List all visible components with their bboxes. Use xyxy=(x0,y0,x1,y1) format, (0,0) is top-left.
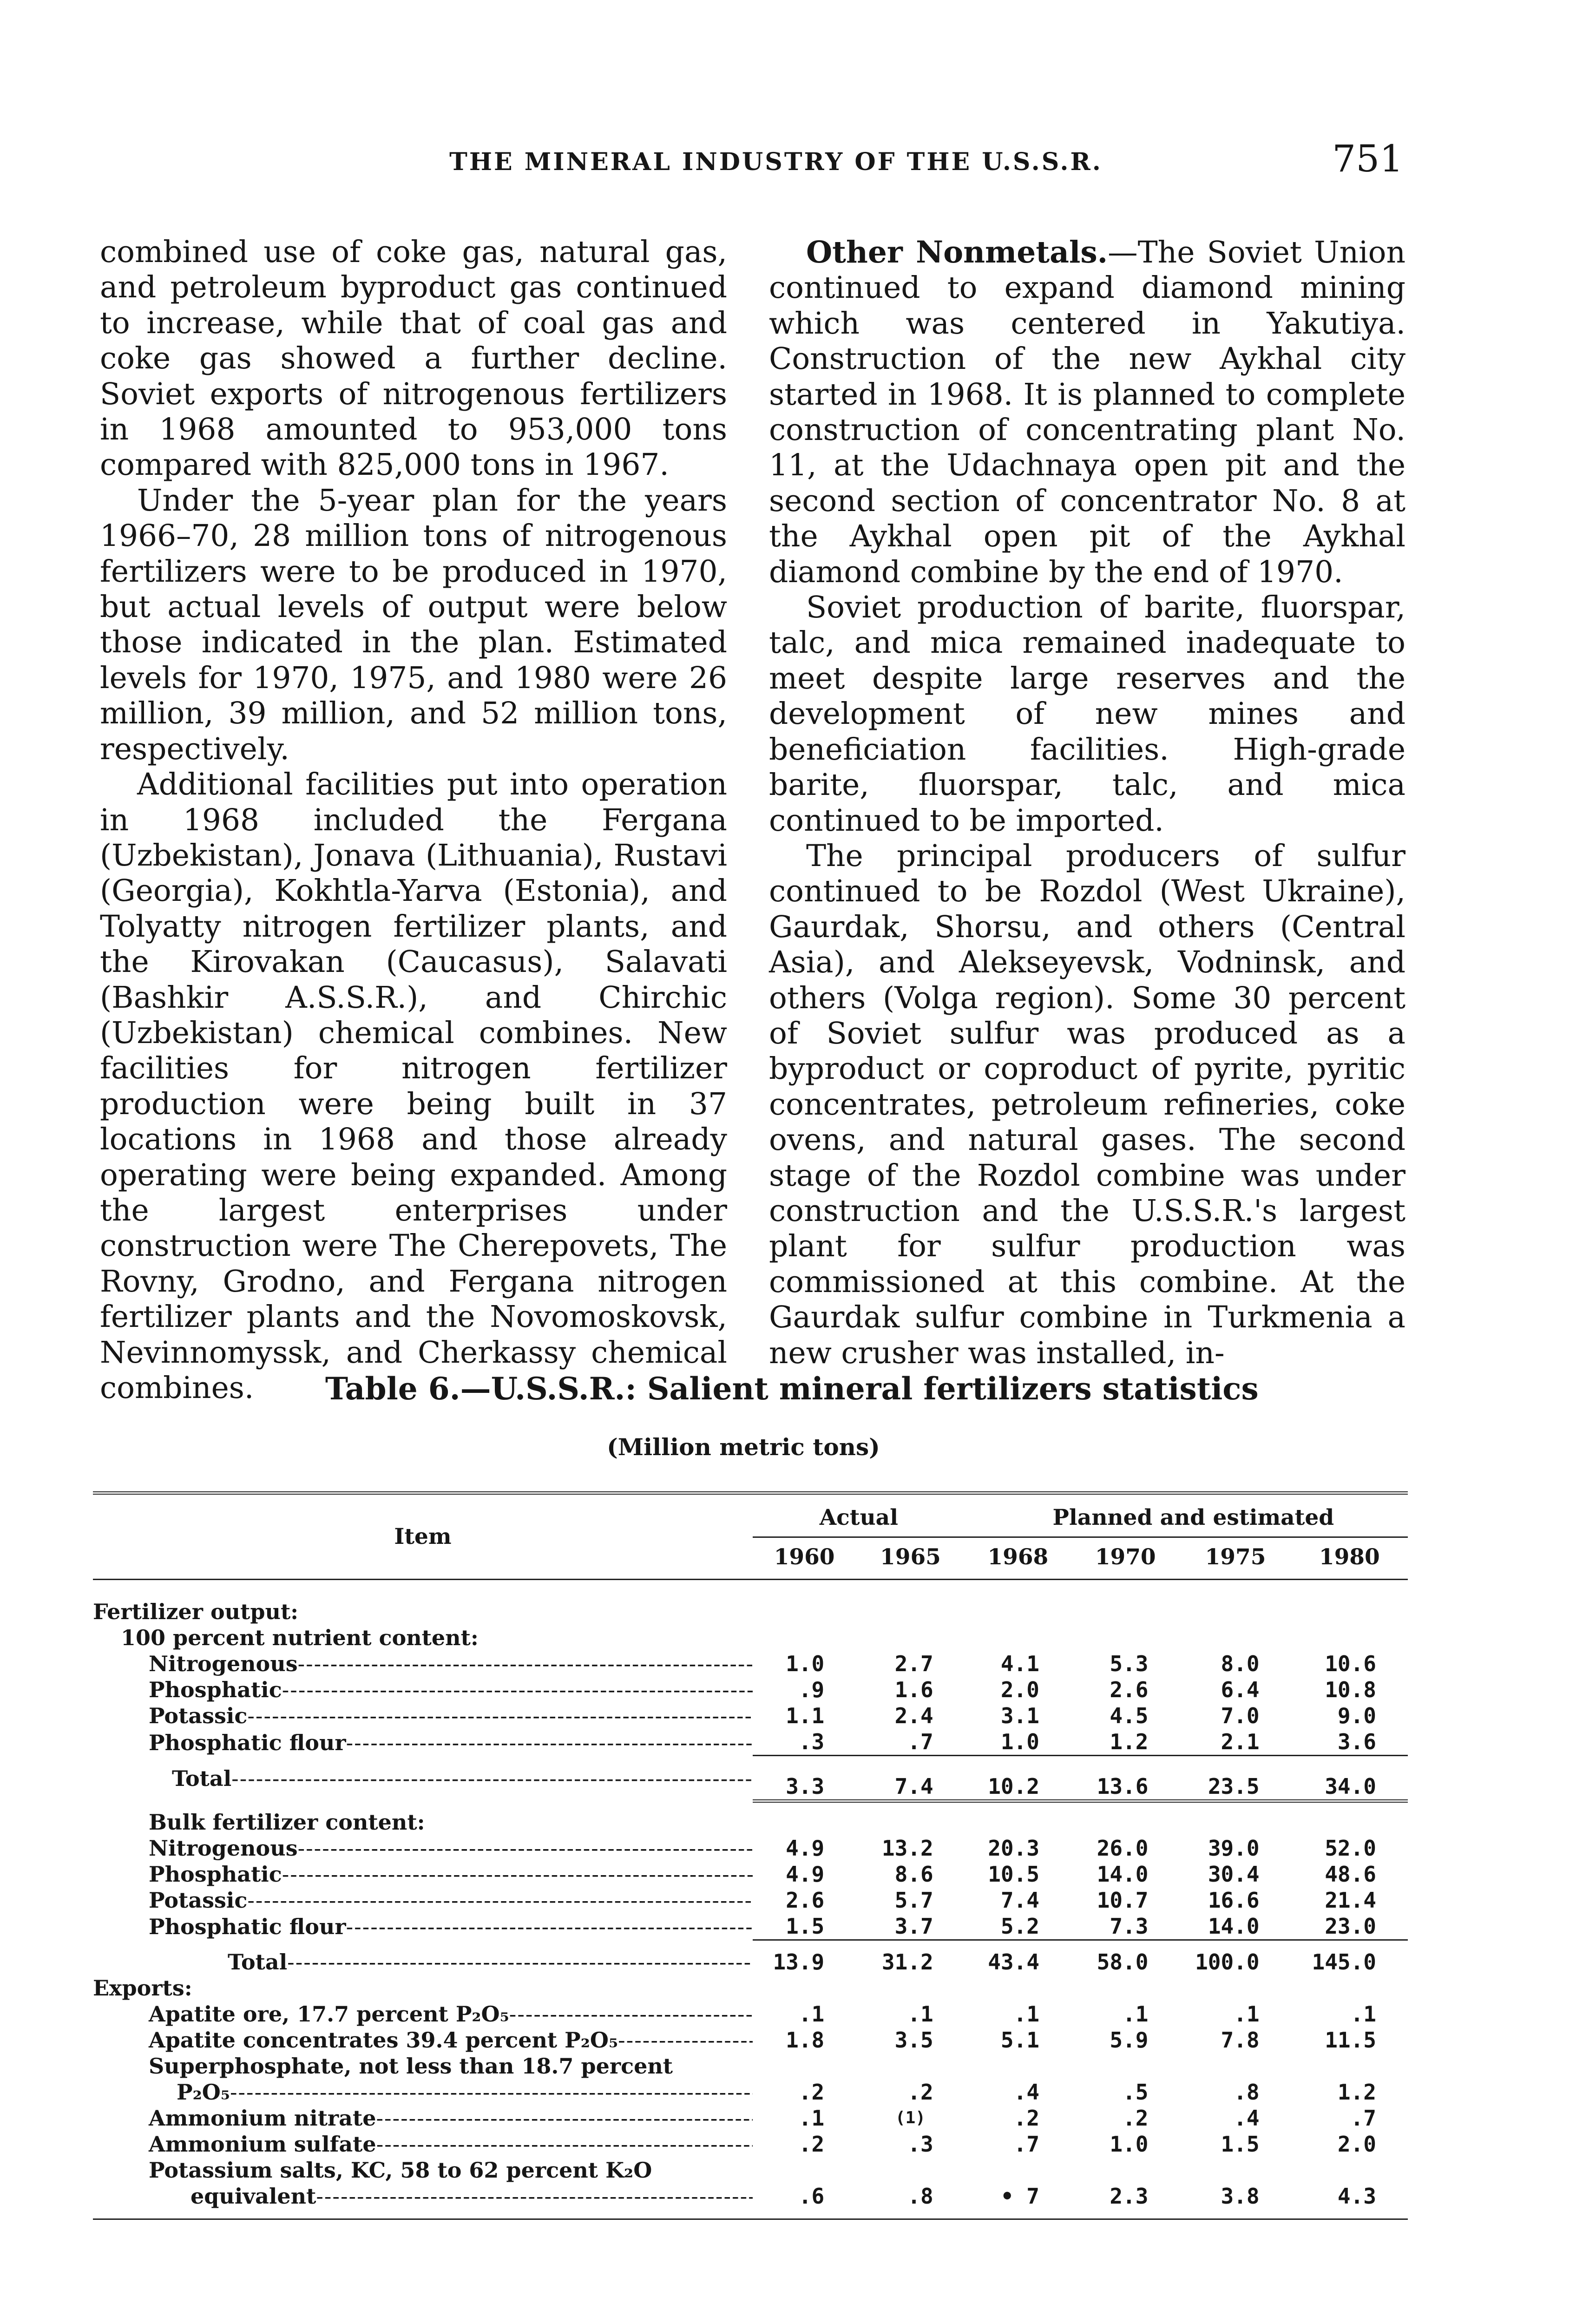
row-label: Phosphatic flour xyxy=(149,1730,346,1755)
cell: 34.0 xyxy=(1325,1773,1376,1799)
cell: 7.4 xyxy=(1000,1887,1040,1913)
cell: 7.3 xyxy=(1110,1913,1149,1939)
cell: • 7 xyxy=(1000,2183,1040,2209)
cell: 10.6 xyxy=(1325,1651,1376,1676)
cell: 23.0 xyxy=(1325,1913,1376,1939)
cell: 1.2 xyxy=(1337,2079,1376,2105)
section-label: Exports: xyxy=(93,1975,192,2001)
cell: 10.7 xyxy=(1097,1887,1149,1913)
cell: 8.6 xyxy=(894,1861,933,1887)
cell: 20.3 xyxy=(988,1835,1040,1861)
section-label: Fertilizer output: xyxy=(93,1599,299,1624)
cell: 9.0 xyxy=(1337,1703,1376,1728)
cell: 5.1 xyxy=(1000,2027,1040,2053)
cell: 11.5 xyxy=(1325,2027,1376,2053)
paragraph xyxy=(769,235,1406,590)
cell: 1.5 xyxy=(1221,2131,1260,2157)
column-header-year: 1968 xyxy=(987,1544,1049,1570)
row-label: Phosphatic xyxy=(149,1677,282,1702)
row-label: Total xyxy=(228,1949,288,1975)
cell: .7 xyxy=(1013,2131,1040,2157)
cell: 2.6 xyxy=(786,1887,825,1913)
cell: 3.5 xyxy=(894,2027,933,2053)
cell: .4 xyxy=(1013,2079,1040,2105)
cell: 1.8 xyxy=(786,2027,825,2053)
column-header-item: Item xyxy=(394,1523,452,1549)
cell: 4.1 xyxy=(1000,1651,1040,1676)
cell: 14.0 xyxy=(1097,1861,1149,1887)
row-label: Apatite ore, 17.7 percent P₂O₅ xyxy=(149,2001,509,2027)
row-label: Phosphatic flour xyxy=(149,1914,346,1939)
column-header-year: 1970 xyxy=(1095,1544,1156,1570)
row-label: Nitrogenous xyxy=(149,1651,298,1676)
cell: 10.5 xyxy=(988,1861,1040,1887)
row-label: Potassic xyxy=(149,1887,248,1913)
left-column xyxy=(100,235,727,1406)
cell: 13.6 xyxy=(1097,1773,1149,1799)
footnote-ref: (1) xyxy=(895,2108,926,2127)
row-label: Potassium salts, KC, 58 to 62 percent K₂O xyxy=(149,2157,652,2183)
cell: 48.6 xyxy=(1325,1861,1376,1887)
subsection-label: Bulk fertilizer content: xyxy=(149,1809,425,1835)
cell: 3.8 xyxy=(1221,2183,1260,2209)
table-row xyxy=(93,1887,1408,1913)
cell: .2 xyxy=(1013,2105,1040,2131)
cell: .1 xyxy=(798,2105,825,2131)
row-label: Ammonium sulfate xyxy=(149,2131,376,2157)
cell: 7.0 xyxy=(1221,1703,1260,1728)
cell: 16.6 xyxy=(1208,1887,1260,1913)
cell: 23.5 xyxy=(1208,1773,1260,1799)
cell: 2.0 xyxy=(1000,1677,1040,1702)
fertilizer-statistics-table xyxy=(93,1491,1408,2220)
page-number: 751 xyxy=(1332,137,1403,180)
cell: 31.2 xyxy=(881,1949,933,1975)
cell: .7 xyxy=(1350,2105,1376,2131)
cell: 4.5 xyxy=(1110,1703,1149,1728)
cell: 1.0 xyxy=(1000,1729,1040,1754)
cell: .8 xyxy=(1234,2079,1260,2105)
cell: 10.2 xyxy=(988,1773,1040,1799)
table-row xyxy=(93,2157,1408,2183)
table-row xyxy=(93,1677,1408,1703)
cell: 2.3 xyxy=(1110,2183,1149,2209)
cell: 58.0 xyxy=(1097,1949,1149,1975)
cell: 14.0 xyxy=(1208,1913,1260,1939)
cell: 3.1 xyxy=(1000,1703,1040,1728)
subsection-label: 100 percent nutrient content: xyxy=(121,1625,479,1650)
table-row xyxy=(93,1651,1408,1677)
table-row xyxy=(93,1703,1408,1729)
table-row-total xyxy=(93,1941,1408,1975)
cell: 4.9 xyxy=(786,1861,825,1887)
cell: .2 xyxy=(1123,2105,1149,2131)
cell: .4 xyxy=(1234,2105,1260,2131)
cell: .9 xyxy=(798,1677,825,1702)
right-column xyxy=(769,235,1406,1371)
cell: 5.3 xyxy=(1110,1651,1149,1676)
cell: .3 xyxy=(798,1729,825,1754)
row-label: P₂O₅ xyxy=(177,2079,230,2105)
row-label: Phosphatic xyxy=(149,1861,282,1887)
cell: 39.0 xyxy=(1208,1835,1260,1861)
cell: .2 xyxy=(798,2079,825,2105)
cell: 43.4 xyxy=(988,1949,1040,1975)
cell: 3.7 xyxy=(894,1913,933,1939)
cell: 5.7 xyxy=(894,1887,933,1913)
cell: 7.8 xyxy=(1221,2027,1260,2053)
column-header-year: 1965 xyxy=(880,1544,941,1570)
cell: 26.0 xyxy=(1097,1835,1149,1861)
paragraph: Additional facilities put into operation in 1968 included the Fergana (Uzbekistan), Jonava (Lithuania), Rustavi (Georgia), Kokhtla-Yarva (Estonia), and Tolyatty nitrogen fertilizer plants, and the Kirovakan (Caucasus), Salavati (Bashkir A.S.S.R.), and Chirchic (Uzbekistan) chemical combines. New facilities for nitrogen fertilizer production were being built in 37 locations in 1968 and those already operating were being expanded. Among the largest enterprises under construction were The Cherepovets, The Rovny, Grodno, and Fergana nitrogen fertilizer plants and the Novomoskovsk, Nevinnomyssk, and Cherkassy chemical combines. xyxy=(100,767,727,1405)
table-row xyxy=(93,2131,1408,2157)
column-header-year: 1960 xyxy=(774,1544,835,1570)
cell: .8 xyxy=(907,2183,933,2209)
table-subtitle: (Million metric tons) xyxy=(607,1433,880,1461)
cell: 4.9 xyxy=(786,1835,825,1861)
table-row xyxy=(93,2027,1408,2053)
cell: 5.9 xyxy=(1110,2027,1149,2053)
column-header-year: 1975 xyxy=(1205,1544,1266,1570)
cell: 2.6 xyxy=(1110,1677,1149,1702)
column-group-planned: Planned and estimated xyxy=(965,1493,1408,1537)
cell: 8.0 xyxy=(1221,1651,1260,1676)
table-row xyxy=(93,2105,1408,2131)
table-row xyxy=(93,2001,1408,2027)
cell: 7.4 xyxy=(894,1773,933,1799)
table-row xyxy=(93,2079,1408,2105)
table-row xyxy=(93,1835,1408,1861)
table-row xyxy=(93,1861,1408,1887)
paragraph: The principal producers of sulfur continued to be Rozdol (West Ukraine), Gaurdak, Shorsu, and others (Central Asia), and Alekseyevsk, Vodninsk, and others (Volga region). Some 30 percent of Soviet sulfur was produced as a byproduct or coproduct of pyrite, pyritic concentrates, petroleum refineries, coke ovens, and natural gases. The second stage of the Rozdol combine was under construction and the U.S.S.R.'s largest plant for sulfur production was commissioned at this combine. At the Gaurdak sulfur combine in Turkmenia a new crusher was installed, in- xyxy=(769,838,1406,1371)
row-label: Nitrogenous xyxy=(149,1835,298,1861)
cell: 52.0 xyxy=(1325,1835,1376,1861)
cell: 5.2 xyxy=(1000,1913,1040,1939)
cell: 1.0 xyxy=(786,1651,825,1676)
row-label: Apatite concentrates 39.4 percent P₂O₅ xyxy=(149,2027,618,2053)
cell: 1.0 xyxy=(1110,2131,1149,2157)
row-label: Potassic xyxy=(149,1703,248,1728)
cell: .7 xyxy=(907,1729,933,1754)
cell: 100.0 xyxy=(1195,1949,1260,1975)
cell: 21.4 xyxy=(1325,1887,1376,1913)
cell: 145.0 xyxy=(1312,1949,1376,1975)
row-label: equivalent xyxy=(190,2183,316,2209)
cell: .1 xyxy=(1123,2001,1149,2027)
cell: 3.3 xyxy=(786,1773,825,1799)
table-row xyxy=(93,2053,1408,2079)
cell: 2.1 xyxy=(1221,1729,1260,1754)
cell: 1.2 xyxy=(1110,1729,1149,1754)
table-row xyxy=(93,2183,1408,2219)
running-header: THE MINERAL INDUSTRY OF THE U.S.S.R. xyxy=(449,148,1103,176)
cell: 2.4 xyxy=(894,1703,933,1728)
cell: 3.6 xyxy=(1337,1729,1376,1754)
table-row xyxy=(93,1913,1408,1940)
row-label: Ammonium nitrate xyxy=(149,2105,376,2131)
cell: 2.0 xyxy=(1337,2131,1376,2157)
cell: 2.7 xyxy=(894,1651,933,1676)
cell: .3 xyxy=(907,2131,933,2157)
cell: .6 xyxy=(798,2183,825,2209)
column-header-year: 1980 xyxy=(1319,1544,1380,1570)
cell: 13.2 xyxy=(881,1835,933,1861)
section-heading: Other Nonmetals. xyxy=(806,235,1108,270)
column-group-actual: Actual xyxy=(753,1493,965,1537)
cell: .2 xyxy=(907,2079,933,2105)
paragraph: Soviet production of barite, fluorspar, talc, and mica remained inadequate to meet despite large reserves and the development of new mines and beneficiation facilities. High-grade barite, fluorspar, talc, and mica continued to be imported. xyxy=(769,590,1406,838)
cell: 6.4 xyxy=(1221,1677,1260,1702)
cell: .2 xyxy=(798,2131,825,2157)
paragraph: Under the 5-year plan for the years 1966–70, 28 million tons of nitrogenous fertilizers were to be produced in 1970, but actual levels of output were below those indicated in the plan. Estimated levels for 1970, 1975, and 1980 were 26 million, 39 million, and 52 million tons, respectively. xyxy=(100,483,727,767)
table-row xyxy=(93,1729,1408,1756)
cell: 10.8 xyxy=(1325,1677,1376,1702)
table-title: Table 6.—U.S.S.R.: Salient mineral fertilizers statistics xyxy=(325,1371,1259,1407)
row-label: Superphosphate, not less than 18.7 percent xyxy=(149,2053,673,2079)
cell: 30.4 xyxy=(1208,1861,1260,1887)
cell: .1 xyxy=(798,2001,825,2027)
table-row-total xyxy=(93,1756,1408,1801)
cell: 1.5 xyxy=(786,1913,825,1939)
paragraph-text: —The Soviet Union continued to expand diamond mining which was centered in Yakutiya. Construction of the new Aykhal city started in 1968. It is planned to complete construction of concentrating plant No. 11, at the Udachnaya open pit and the second section of concentrator No. 8 at the Aykhal open pit of the Aykhal diamond combine by the end of 1970. xyxy=(769,235,1406,590)
cell: 4.3 xyxy=(1337,2183,1376,2209)
cell: 13.9 xyxy=(773,1949,825,1975)
cell: .1 xyxy=(1234,2001,1260,2027)
cell: .5 xyxy=(1123,2079,1149,2105)
cell: .1 xyxy=(1350,2001,1376,2027)
paragraph: combined use of coke gas, natural gas, and petroleum byproduct gas continued to increase, while that of coal gas and coke gas showed a further decline. Soviet exports of nitrogenous fertilizers in 1968 amounted to 953,000 tons compared with 825,000 tons in 1967. xyxy=(100,235,727,483)
cell: .1 xyxy=(907,2001,933,2027)
cell: 1.1 xyxy=(786,1703,825,1728)
row-label: Total xyxy=(172,1766,232,1791)
cell: 1.6 xyxy=(894,1677,933,1702)
cell: .1 xyxy=(1013,2001,1040,2027)
